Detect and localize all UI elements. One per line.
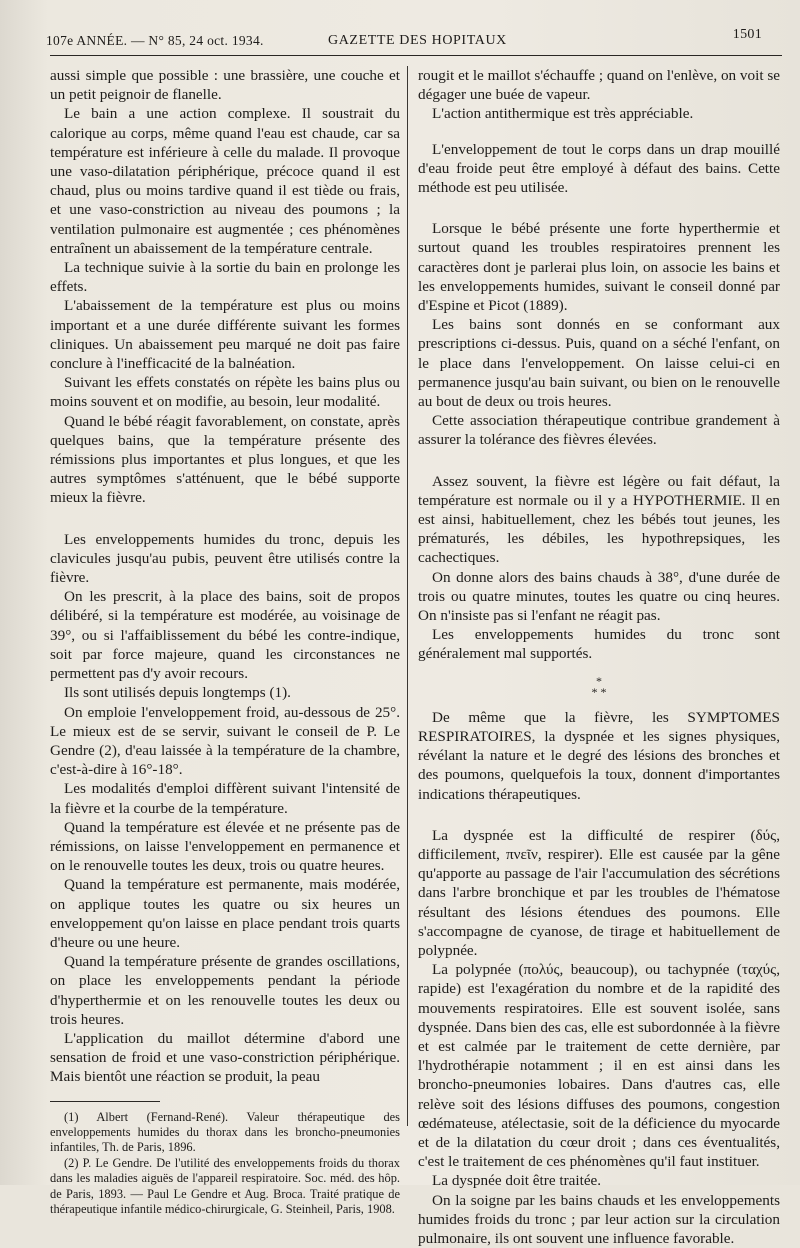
paragraph: La polypnée (πολύς, beaucoup), ou tachypnée (ταχύς, rapide) est l'exagération du nombre et de la rapidité des mouvements respiratoires. Elle est souvent isolée, sans dyspnée. Dans bien des cas, elle est subordonnée à la fièvre et est calmée par le traitement de cette dernière, par l'hydrothérapie notamment ; il en est ainsi dans les broncho-pneumonies lobaires. Dans d'autres cas, elle relève soit des lésions diffuses des poumons, congestion œdémateuse, atélectasie, soit de la déficience du myocarde et de la dilatation du cœur droit ; dans ces éventualités, c'est le traitement de ces phénomènes qu'il faut instituer.: [418, 961, 780, 1171]
paragraph: Assez souvent, la fièvre est légère ou fait défaut, la température est normale ou il y a HYPOTHERMIE. Il en est ainsi, habituellement, chez les bébés tout jeunes, les prématurés, les débiles, les hypothrepsiques, les cachectiques.: [418, 472, 780, 567]
asterism: * * *: [591, 673, 607, 699]
paragraph: La dyspnée est la difficulté de respirer (δύς, difficilement, πνεῖν, respirer). Elle est causée par la gêne qu'apporte au passage de l'air l'accumulation des sécrétions dans l'arbre bronchique et par les troubles de l'hématose résultant des lésions étendues des poumons. Elle s'accompagne de cyanose, de tirage et habituellement de polypnée.: [418, 826, 780, 959]
footnote-rule: [50, 1101, 160, 1102]
paragraph: On la soigne par les bains chauds et les enveloppements humides froids du tronc ; par leur action sur la circulation pulmonaire, ils ont souvent une influence favorable.: [418, 1191, 780, 1247]
paragraph: L'application du maillot détermine d'abord une sensation de froid et une vaso-constriction périphérique. Mais bientôt une réaction se produit, la peau: [50, 1029, 400, 1086]
issue-info: 107e ANNÉE. — N° 85, 24 oct. 1934.: [46, 33, 264, 48]
paragraph: Quand la température est permanente, mais modérée, on applique toutes les quatre ou six heures un enveloppement qu'on laisse en place pendant trois quarts d'heure ou une heure.: [50, 876, 400, 951]
paragraph: On les prescrit, à la place des bains, soit de propos délibéré, si la température est modérée, au voisinage de 39°, ou si l'affaiblissement du bébé les contre-indique, soit par force majeure, quand les circonstances ne permettent pas d'y avoir recours.: [50, 588, 400, 683]
paragraph: On emploie l'enveloppement froid, au-dessous de 25°. Le mieux est de se servir, suivant le conseil de P. Le Gendre (2), d'eau laissée à la température de la chambre, c'est-à-dire à 16°-18°.: [50, 703, 400, 779]
footnote: (1) Albert (Fernand-René). Valeur thérapeutique des enveloppements humides du thorax dans les broncho-pneumonies infantiles, Th. de Paris, 1896.: [50, 1109, 400, 1155]
paragraph: Les bains sont donnés en se conformant aux prescriptions ci-dessus. Puis, quand on a séché l'enfant, on le place dans l'enveloppement. On laisse celui-ci en permanence jusqu'au bain suivant, ou bien on le renouvelle au bout de deux ou trois heures.: [418, 316, 780, 411]
paragraph: aussi simple que possible : une brassière, une couche et un petit peignoir de flanelle.: [50, 67, 400, 104]
paragraph: Quand le bébé réagit favorablement, on constate, après quelques bains, que la température présente des rémissions plus importantes et plus longues, et que les autres symptômes s'atténuent, que le bébé supporte mieux la fièvre.: [50, 412, 400, 507]
column-divider: [407, 66, 408, 1126]
paragraph: L'abaissement de la température est plus ou moins important et a une durée différente suivant les formes cliniques. Un abaissement peu marqué ne doit pas faire conclure à l'inefficacité de la balnéation.: [50, 297, 400, 373]
paragraph: La technique suivie à la sortie du bain en prolonge les effets.: [50, 259, 400, 296]
journal-title: GAZETTE DES HOPITAUX: [328, 33, 507, 48]
running-head: [46, 27, 780, 53]
page-number: 1501: [732, 27, 762, 42]
paragraph: Ils sont utilisés depuis longtemps (1).: [64, 684, 291, 702]
paragraph: Quand la température est élevée et ne présente pas de rémissions, on laisse l'enveloppement en permanence et on le renouvelle toutes les deux, trois ou quatre heures.: [50, 818, 400, 875]
paragraph: Les enveloppements humides du tronc sont généralement mal supportés.: [418, 626, 780, 663]
paragraph: Les enveloppements humides du tronc, depuis les clavicules jusqu'au pubis, peuvent être utilisés contre la fièvre.: [50, 530, 400, 587]
paragraph: Quand la température présente de grandes oscillations, on place les enveloppements pendant la période d'hyperthermie et on les renouvelle toutes les deux ou trois heures.: [50, 953, 400, 1028]
left-column: [50, 66, 400, 1217]
paragraph: On donne alors des bains chauds à 38°, d'une durée de trois ou quatre minutes, toutes les quatre ou cinq heures. On n'insiste pas si l'enfant ne réagit pas.: [418, 568, 780, 625]
paragraph: Le bain a une action complexe. Il soustrait du calorique au corps, même quand l'eau est chaude, car sa température est inférieure à celle du malade. Il provoque une vaso-dilatation périphérique, précoce quand il est chaud, plus ou moins tardive quand il est tiède ou frais, et une vaso-constriction au niveau des poumons ; la ventilation pulmonaire est augmentée ; ces phénomènes entraînent un abaissement de la température centrale.: [50, 105, 400, 257]
footnote: (2) P. Le Gendre. De l'utilité des enveloppements froids du thorax dans les maladies aiguës de l'appareil respiratoire. Soc. méd. des hôp. de Paris, 1893. — Paul Le Gendre et Aug. Broca. Traité pratique de thérapeutique infantile médico-chirurgicale, G. Steinheil, Paris, 1908.: [50, 1155, 400, 1216]
paragraph: La dyspnée doit être traitée.: [432, 1172, 602, 1190]
paragraph: Cette association thérapeutique contribue grandement à assurer la tolérance des fièvres élevées.: [418, 412, 780, 449]
paragraph: rougit et le maillot s'échauffe ; quand on l'enlève, on voit se dégager une buée de vapeur.: [418, 67, 781, 104]
paragraph: L'action antithermique est très appréciable.: [432, 105, 694, 123]
paragraph: Lorsque le bébé présente une forte hyperthermie et surtout quand les troubles respiratoires prennent les caractères dont je parlerai plus loin, on associe les bains et les enveloppements humides, suivant le conseil donné par d'Espine et Picot (1889).: [418, 220, 780, 315]
paragraph: De même que la fièvre, les SYMPTOMES RESPIRATOIRES, la dyspnée et les signes physiques, révélant la nature et le degré des lésions des bronches et des poumons, quelquefois la toux, donnent d'importantes indications thérapeutiques.: [418, 708, 780, 803]
header-rule: [50, 55, 782, 56]
paragraph: Suivant les effets constatés on répète les bains plus ou moins souvent et on modifie, au besoin, leur modalité.: [50, 374, 400, 411]
right-column: [418, 66, 780, 1248]
paragraph: Les modalités d'emploi diffèrent suivant l'intensité de la fièvre et la courbe de la température.: [50, 780, 400, 817]
paragraph: L'enveloppement de tout le corps dans un drap mouillé d'eau froide peut être employé à défaut des bains. Cette méthode est peu utilisée.: [418, 140, 780, 197]
footnotes: [50, 1110, 400, 1218]
